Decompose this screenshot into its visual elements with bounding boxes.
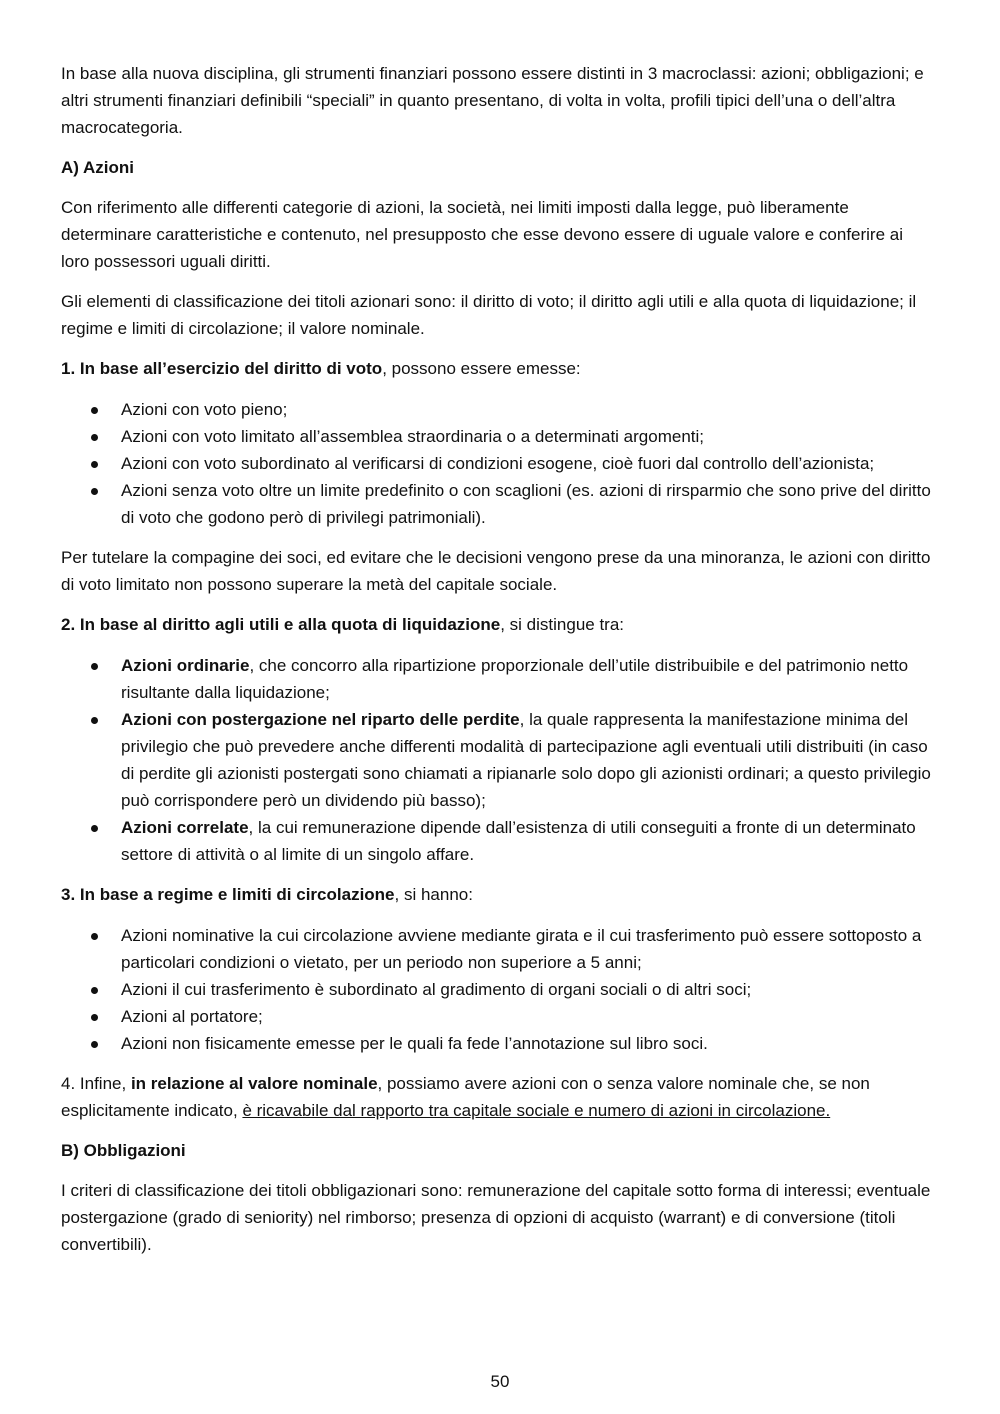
document-page <box>61 60 934 1271</box>
list-item: Azioni con voto pieno; <box>121 396 934 423</box>
list-item: Azioni nominative la cui circolazione avviene mediante girata e il cui trasferimento può essere sottoposto a particolari condizioni o vietato, per un periodo non superiore a 5 anni; <box>121 922 934 976</box>
profits-lead-rest: , si distingue tra: <box>500 615 625 634</box>
list-item: Azioni il cui trasferimento è subordinato al gradimento di organi sociali o di altri soci; <box>121 976 934 1003</box>
list-item: Azioni con voto subordinato al verificarsi di condizioni esogene, cioè fuori dal controllo dell’azionista; <box>121 450 934 477</box>
list-item: Azioni non fisicamente emesse per le quali fa fede l’annotazione sul libro soci. <box>121 1030 934 1057</box>
bullet-icon <box>91 717 98 724</box>
voting-rights-lead-bold: 1. In base all’esercizio del diritto di voto <box>61 359 383 378</box>
list-item: Azioni al portatore; <box>121 1003 934 1030</box>
list-item: Azioni correlate, la cui remunerazione dipende dall’esistenza di utili conseguiti a fronte di un determinato settore di attività o al limite di un singolo affare. <box>121 814 934 868</box>
bullet-icon <box>91 461 98 468</box>
list-item: Azioni ordinarie, che concorro alla ripartizione proporzionale dell’utile distribuibile e del patrimonio netto risultante dalla liquidazione; <box>121 652 934 706</box>
profits-lead-bold: 2. In base al diritto agli utili e alla quota di liquidazione <box>61 615 501 634</box>
bullet-icon <box>91 434 98 441</box>
list-item: Azioni con voto limitato all’assemblea straordinaria o a determinati argomenti; <box>121 423 934 450</box>
list-item: Azioni con postergazione nel riparto delle perdite, la quale rappresenta la manifestazione minima del privilegio che può prevedere anche differenti modalità di partecipazione agli eventuali utili distribuiti (in caso di perdite gli azionisti postergati sono chiamati a ripianarle solo dopo gli azionisti ordinari; a questo privilegio può corrispondere però un dividendo più basso); <box>121 706 934 814</box>
voting-rights-note: Per tutelare la compagine dei soci, ed evitare che le decisioni vengono prese da una minoranza, le azioni con diritto di voto limitato non possono superare la metà del capitale sociale. <box>61 548 931 594</box>
circulation-list <box>61 922 934 1057</box>
bullet-icon <box>91 407 98 414</box>
voting-rights-lead <box>61 355 934 382</box>
intro-paragraph: In base alla nuova disciplina, gli strumenti finanziari possono essere distinti in 3 macroclassi: azioni; obbligazioni; e altri strumenti finanziari definibili “speciali” in quanto presentano, di volta in volta, profili tipici dell’una o dell’altra macrocategoria. <box>61 64 924 137</box>
nominal-value-underlined: è ricavabile dal rapporto tra capitale sociale e numero di azioni in circolazione. <box>242 1101 831 1120</box>
profits-lead <box>61 611 934 638</box>
section-b-heading: B) Obbligazioni <box>61 1141 186 1160</box>
bullet-icon <box>91 488 98 495</box>
voting-rights-list <box>61 396 934 531</box>
section-a-heading: A) Azioni <box>61 158 135 177</box>
bullet-icon <box>91 825 98 832</box>
bullet-icon <box>91 663 98 670</box>
nominal-value-bold: in relazione al valore nominale <box>130 1074 378 1093</box>
circulation-lead-bold: 3. In base a regime e limiti di circolazione <box>61 885 395 904</box>
bullet-icon <box>91 933 98 940</box>
section-a-paragraph-1: Con riferimento alle differenti categorie di azioni, la società, nei limiti imposti dalla legge, può liberamente determinare caratteristiche e contenuto, nel presupposto che esse devono essere di uguale valore e conferire ai loro possessori uguali diritti. <box>61 198 904 271</box>
voting-rights-lead-rest: , possono essere emesse: <box>382 359 581 378</box>
section-b-paragraph-1: I criteri di classificazione dei titoli obbligazionari sono: remunerazione del capitale sotto forma di interessi; eventuale postergazione (grado di seniority) nel rimborso; presenza di opzioni di acquisto (warrant) e di conversione (titoli convertibili). <box>61 1181 931 1254</box>
circulation-lead <box>61 881 934 908</box>
bullet-icon <box>91 1041 98 1048</box>
page-number: 50 <box>490 1372 510 1391</box>
circulation-lead-rest: , si hanno: <box>394 885 473 904</box>
profits-list <box>61 652 934 868</box>
section-a-paragraph-2: Gli elementi di classificazione dei titoli azionari sono: il diritto di voto; il diritto agli utili e alla quota di liquidazione; il regime e limiti di circolazione; il valore nominale. <box>61 292 917 338</box>
bullet-icon <box>91 1014 98 1021</box>
nominal-value-paragraph: 4. Infine, in relazione al valore nominale, possiamo avere azioni con o senza valore nominale che, se non esplicitamente indicato, è ricavabile dal rapporto tra capitale sociale e numero di azioni in circolazione. <box>61 1074 870 1120</box>
bullet-icon <box>91 987 98 994</box>
list-item: Azioni senza voto oltre un limite predefinito o con scaglioni (es. azioni di rirsparmio che sono prive del diritto di voto che godono però di privilegi patrimoniali). <box>121 477 934 531</box>
